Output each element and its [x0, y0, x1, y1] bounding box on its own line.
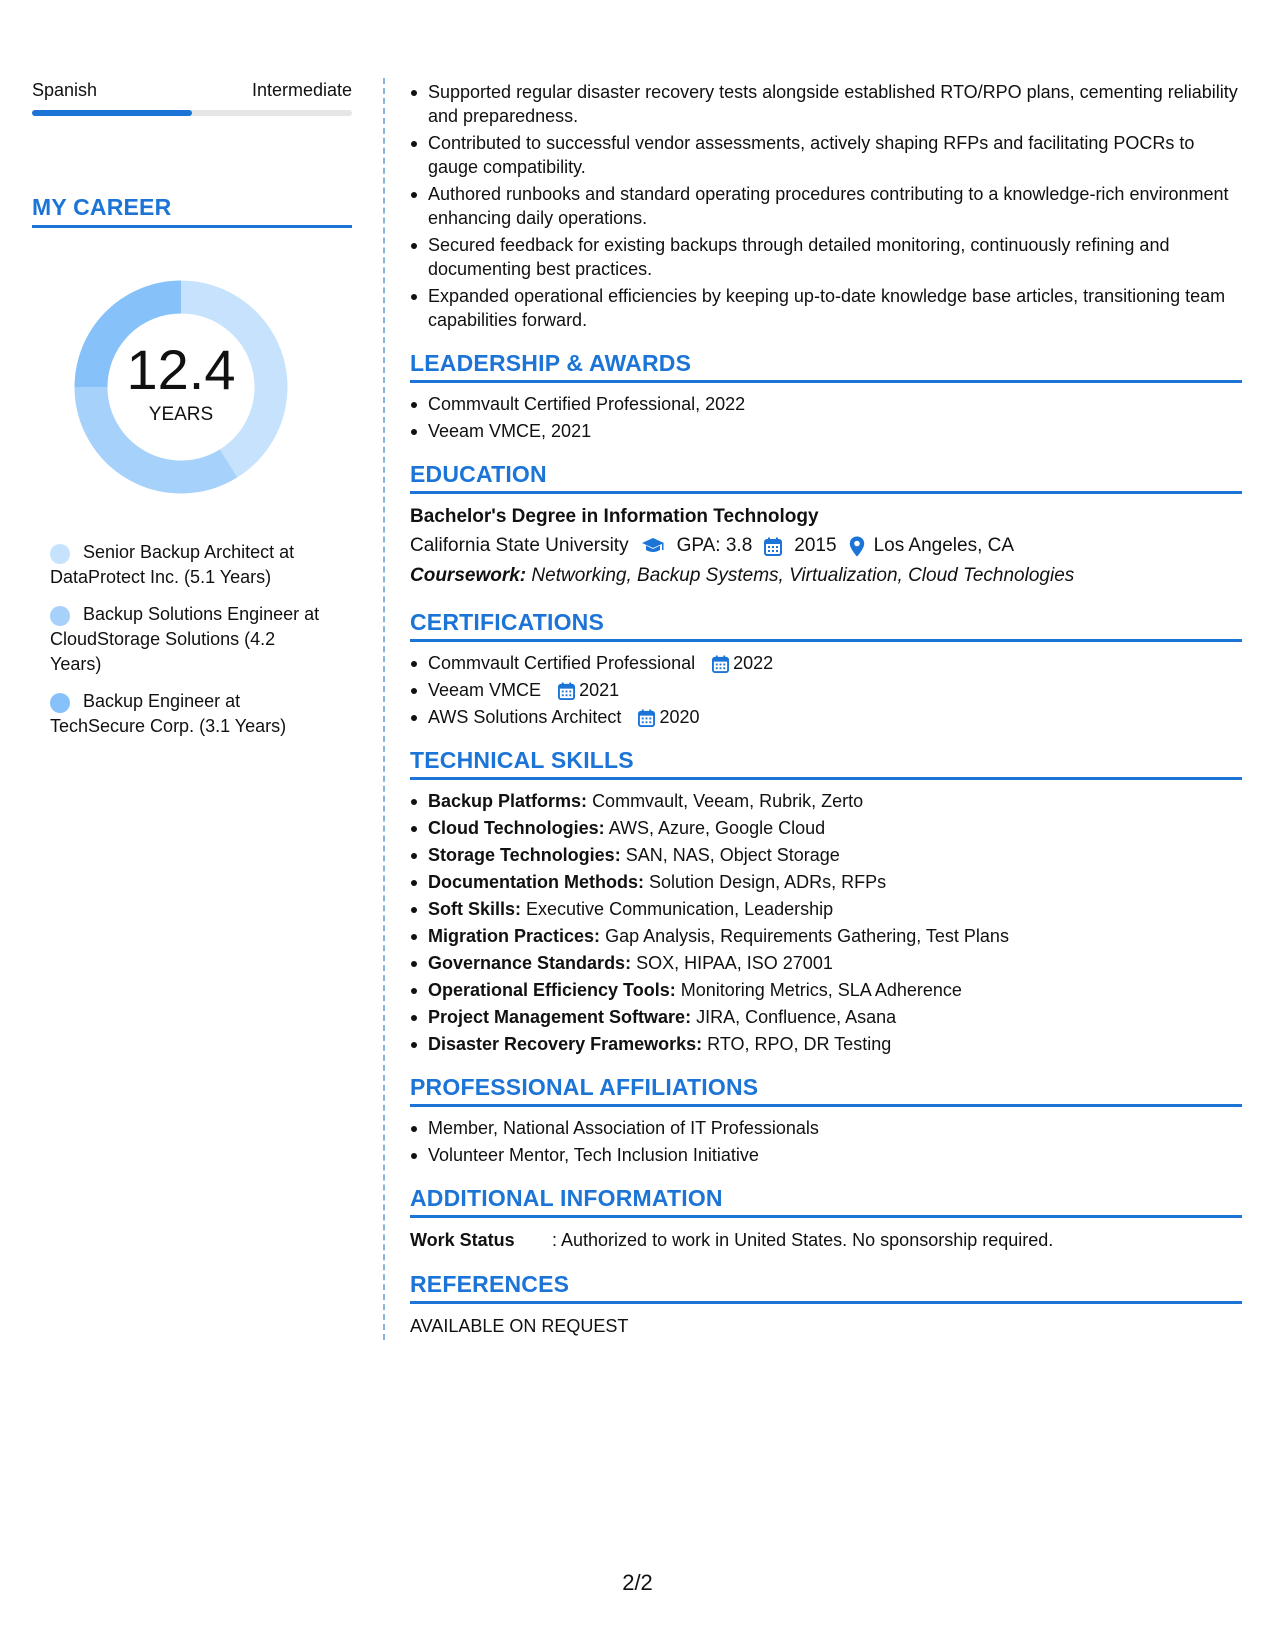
- skill-item: [428, 843, 1242, 867]
- certification-item: [428, 678, 1242, 702]
- skill-label: Governance Standards:: [428, 953, 632, 973]
- references-heading: REFERENCES: [410, 1271, 1242, 1304]
- education-school: California State University: [410, 535, 629, 556]
- experience-bullet: Authored runbooks and standard operating procedures contributing to a knowledge-rich environment enhancing daily operations.: [428, 182, 1242, 230]
- education-degree: Bachelor's Degree in Information Technology: [410, 506, 819, 527]
- skills-heading: TECHNICAL SKILLS: [410, 747, 1242, 780]
- skill-item: [428, 789, 1242, 813]
- page-number: 2/2: [622, 1570, 653, 1595]
- affiliation-item: Member, National Association of IT Professionals: [428, 1116, 1242, 1140]
- skill-item: [428, 924, 1242, 948]
- certifications-list: [410, 651, 1242, 729]
- career-legend: [32, 540, 320, 739]
- experience-bullets: [410, 80, 1242, 332]
- career-heading: MY CAREER: [32, 194, 352, 228]
- calendar-icon: [558, 682, 575, 700]
- language-proficiency-bar: [32, 110, 352, 116]
- language-level: Intermediate: [251, 80, 352, 100]
- skill-label: Soft Skills:: [428, 899, 522, 919]
- affiliations-heading: PROFESSIONAL AFFILIATIONS: [410, 1074, 1242, 1107]
- skills-list: [410, 789, 1242, 1056]
- certification-year: 2020: [659, 707, 700, 727]
- career-legend-item: [50, 540, 320, 590]
- skill-item: [428, 1032, 1242, 1056]
- leadership-heading: LEADERSHIP & AWARDS: [410, 350, 1242, 383]
- skill-label: Storage Technologies:: [428, 845, 621, 865]
- skill-item: [428, 1005, 1242, 1029]
- skill-value: AWS, Azure, Google Cloud: [608, 818, 826, 838]
- education-details: [410, 531, 1242, 561]
- education-gpa: GPA: 3.8: [676, 535, 753, 556]
- skill-label: Cloud Technologies:: [428, 818, 605, 838]
- certification-year: 2021: [579, 680, 620, 700]
- experience-bullet: Contributed to successful vendor assessments, actively shaping RFPs and facilitating POCRs to gauge compatibility.: [428, 131, 1242, 179]
- leadership-item: Commvault Certified Professional, 2022: [428, 392, 1242, 416]
- skill-label: Project Management Software:: [428, 1007, 692, 1027]
- certification-item: [428, 705, 1242, 729]
- career-legend-item: [50, 689, 320, 739]
- language-proficiency-fill: [32, 110, 192, 116]
- skill-item: [428, 951, 1242, 975]
- legend-dot-1: [50, 606, 70, 626]
- career-donut-chart: [66, 272, 296, 502]
- career-legend-item: [50, 602, 320, 677]
- education-location: Los Angeles, CA: [873, 535, 1015, 556]
- certification-item: [428, 651, 1242, 675]
- right-column: [410, 80, 1242, 1339]
- certification-name: AWS Solutions Architect: [428, 707, 622, 727]
- experience-bullet: Secured feedback for existing backups through detailed monitoring, continuously refining and documenting best practices.: [428, 233, 1242, 281]
- career-total-unit: YEARS: [148, 404, 214, 425]
- skill-label: Backup Platforms:: [428, 791, 588, 811]
- graduation-cap-icon: [641, 537, 665, 555]
- column-divider: [383, 78, 385, 1340]
- skill-label: Documentation Methods:: [428, 872, 644, 892]
- skill-value: Monitoring Metrics, SLA Adherence: [680, 980, 962, 1000]
- references-text: AVAILABLE ON REQUEST: [410, 1316, 629, 1336]
- career-role-label: Backup Solutions Engineer at CloudStorage Solutions (4.2 Years): [50, 604, 320, 674]
- skill-value: Gap Analysis, Requirements Gathering, Test Plans: [605, 926, 1009, 946]
- skill-value: RTO, RPO, DR Testing: [707, 1034, 892, 1054]
- experience-bullet: Expanded operational efficiencies by keeping up-to-date knowledge base articles, transitioning team capabilities forward.: [428, 284, 1242, 332]
- skill-value: SOX, HIPAA, ISO 27001: [636, 953, 833, 973]
- experience-bullet: Supported regular disaster recovery tests alongside established RTO/RPO plans, cementing reliability and preparedness.: [428, 80, 1242, 128]
- education-heading: EDUCATION: [410, 461, 1242, 494]
- affiliations-list: [410, 1116, 1242, 1167]
- skill-value: JIRA, Confluence, Asana: [696, 1007, 897, 1027]
- coursework-label: Coursework:: [410, 565, 527, 586]
- certification-year: 2022: [733, 653, 774, 673]
- skill-value: Executive Communication, Leadership: [526, 899, 834, 919]
- certification-name: Commvault Certified Professional: [428, 653, 696, 673]
- legend-dot-0: [50, 544, 70, 564]
- work-status-row: [410, 1227, 1242, 1253]
- calendar-icon: [712, 655, 729, 673]
- language-name: Spanish: [32, 80, 98, 100]
- skill-label: Operational Efficiency Tools:: [428, 980, 676, 1000]
- calendar-icon: [638, 709, 655, 727]
- leadership-list: [410, 392, 1242, 443]
- skill-item: [428, 816, 1242, 840]
- certification-name: Veeam VMCE: [428, 680, 542, 700]
- skill-item: [428, 897, 1242, 921]
- additional-info-heading: ADDITIONAL INFORMATION: [410, 1185, 1242, 1218]
- certifications-heading: CERTIFICATIONS: [410, 609, 1242, 642]
- coursework-text: Networking, Backup Systems, Virtualization, Cloud Technologies: [531, 565, 1075, 586]
- affiliation-item: Volunteer Mentor, Tech Inclusion Initiative: [428, 1143, 1242, 1167]
- work-status-label: Work Status: [410, 1230, 515, 1250]
- map-pin-icon: [849, 536, 865, 557]
- skill-item: [428, 978, 1242, 1002]
- education-coursework: [410, 561, 1242, 591]
- skill-item: [428, 870, 1242, 894]
- skill-value: SAN, NAS, Object Storage: [625, 845, 840, 865]
- career-total-years: 12.4: [126, 338, 236, 401]
- work-status-value: : Authorized to work in United States. No sponsorship required.: [552, 1230, 1054, 1250]
- skill-value: Solution Design, ADRs, RFPs: [649, 872, 887, 892]
- donut-center: [66, 272, 296, 502]
- leadership-item: Veeam VMCE, 2021: [428, 419, 1242, 443]
- career-role-label: Senior Backup Architect at DataProtect Inc. (5.1 Years): [50, 542, 295, 587]
- skill-value: Commvault, Veeam, Rubrik, Zerto: [592, 791, 864, 811]
- language-row: [32, 80, 352, 101]
- legend-dot-2: [50, 693, 70, 713]
- left-column: [32, 80, 352, 751]
- education-year: 2015: [794, 535, 837, 556]
- calendar-icon: [764, 537, 782, 556]
- skill-label: Disaster Recovery Frameworks:: [428, 1034, 703, 1054]
- career-role-label: Backup Engineer at TechSecure Corp. (3.1 Years): [50, 691, 287, 736]
- skill-label: Migration Practices:: [428, 926, 601, 946]
